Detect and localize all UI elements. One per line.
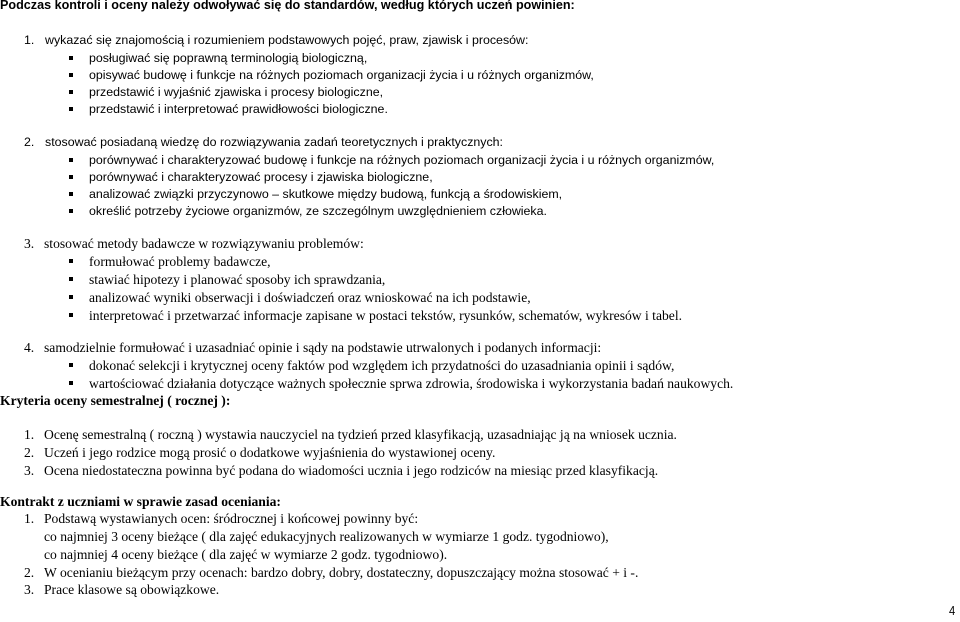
bullet-icon [69,107,73,111]
bullet-icon [69,56,73,60]
contract-item-2-number: 2. [24,565,35,580]
contract-heading: Kontrakt z uczniami w sprawie zasad oceniania: [0,494,281,509]
bullet-icon [69,259,73,263]
standard-4-text: samodzielnie formułować i uzasadniać opinie i sądy na podstawie utrwalonych i podanych informacji: [44,340,602,355]
standard-1-item-3: przedstawić i wyjaśnić zjawiska i procesy biologiczne, [89,85,384,99]
semester-heading: Kryteria oceny semestralnej ( rocznej ): [0,393,231,408]
standard-4-number: 4. [24,340,35,355]
bullet-icon [69,192,73,196]
semester-item-2-number: 2. [24,445,35,460]
bullet-icon [69,277,73,281]
standard-2-item-4: określić potrzeby życiowe organizmów, ze szczególnym uwzględnieniem człowieka. [89,204,547,218]
standard-1-item-4: przedstawić i interpretować prawidłowości biologiczne. [89,102,388,116]
semester-item-1-text: Ocenę semestralną ( roczną ) wystawia nauczyciel na tydzień przed klasyfikacją, uzasadniając ją na wniosek ucznia. [44,427,677,442]
bullet-icon [69,73,73,77]
bullet-icon [69,158,73,162]
standard-2-item-3: analizować związki przyczynowo – skutkowe między budową, funkcją a środowiskiem, [89,187,563,201]
standard-4-item-1: dokonać selekcji i krytycznej oceny faktów pod względem ich przydatności do uzasadniania opinii i sądów, [89,358,675,373]
standard-2-text: stosować posiadaną wiedzę do rozwiązywania zadań teoretycznych i praktycznych: [45,135,503,149]
contract-item-3-number: 3. [24,582,35,597]
standard-2-number: 2. [24,135,35,149]
standard-3-item-2: stawiać hipotezy i planować sposoby ich sprawdzania, [89,272,386,287]
standard-2-item-2: porównywać i charakteryzować procesy i zjawiska biologiczne, [89,170,433,184]
bullet-icon [69,381,73,385]
page-heading: Podczas kontroli i oceny należy odwoływać się do standardów, według których uczeń powinien: [0,0,575,12]
bullet-icon [69,313,73,317]
bullet-icon [69,295,73,299]
bullet-icon [69,90,73,94]
bullet-icon [69,209,73,213]
standard-4-item-2: wartościować działania dotyczące ważnych społecznie sprwa zdrowia, środowiska i wykorzystania badań naukowych. [89,376,734,391]
semester-item-3-number: 3. [24,463,35,478]
contract-item-1-text: Podstawą wystawianych ocen: śródrocznej i końcowej powinny być: [44,511,419,526]
standard-3-item-1: formułować problemy badawcze, [89,254,271,269]
contract-item-1-line-1: co najmniej 3 oceny bieżące ( dla zajęć edukacyjnych realizowanych w wymiarze 1 godz. tygodniowo), [44,529,609,544]
standard-3-text: stosować metody badawcze w rozwiązywaniu problemów: [44,236,364,251]
contract-item-2-text: W ocenianiu bieżącym przy ocenach: bardzo dobry, dobry, dostateczny, dopuszczający można stosować + i -. [44,565,639,580]
standard-3-number: 3. [24,236,35,251]
standard-2-item-1: porównywać i charakteryzować budowę i funkcje na różnych poziomach organizacji życia i u różnych organizmów, [89,153,715,167]
contract-item-1-line-2: co najmniej 4 oceny bieżące ( dla zajęć w wymiarze 2 godz. tygodniowo). [44,547,448,562]
contract-item-1-number: 1. [24,511,35,526]
semester-item-3-text: Ocena niedostateczna powinna być podana do wiadomości ucznia i jego rodziców na miesiąc przed klasyfikacją. [44,463,659,478]
standard-1-text: wykazać się znajomością i rozumieniem podstawowych pojęć, praw, zjawisk i procesów: [45,33,529,47]
standard-1-number: 1. [24,33,35,47]
contract-item-3-text: Prace klasowe są obowiązkowe. [44,582,220,597]
bullet-icon [69,363,73,367]
standard-1-item-2: opisywać budowę i funkcje na różnych poziomach organizacji życia i u różnych organizmów, [89,68,594,82]
standard-1-item-1: posługiwać się poprawną terminologią biologiczną, [89,51,368,65]
standard-3-item-3: analizować wyniki obserwacji i doświadczeń oraz wnioskować na ich podstawie, [89,290,531,305]
bullet-icon [69,175,73,179]
semester-item-2-text: Uczeń i jego rodzice mogą prosić o dodatkowe wyjaśnienia do wystawionej oceny. [44,445,496,460]
page-number: 4 [949,603,956,618]
standard-3-item-4: interpretować i przetwarzać informacje zapisane w postaci tekstów, rysunków, schematów, wykresów i tabel. [89,308,682,323]
semester-item-1-number: 1. [24,427,35,442]
